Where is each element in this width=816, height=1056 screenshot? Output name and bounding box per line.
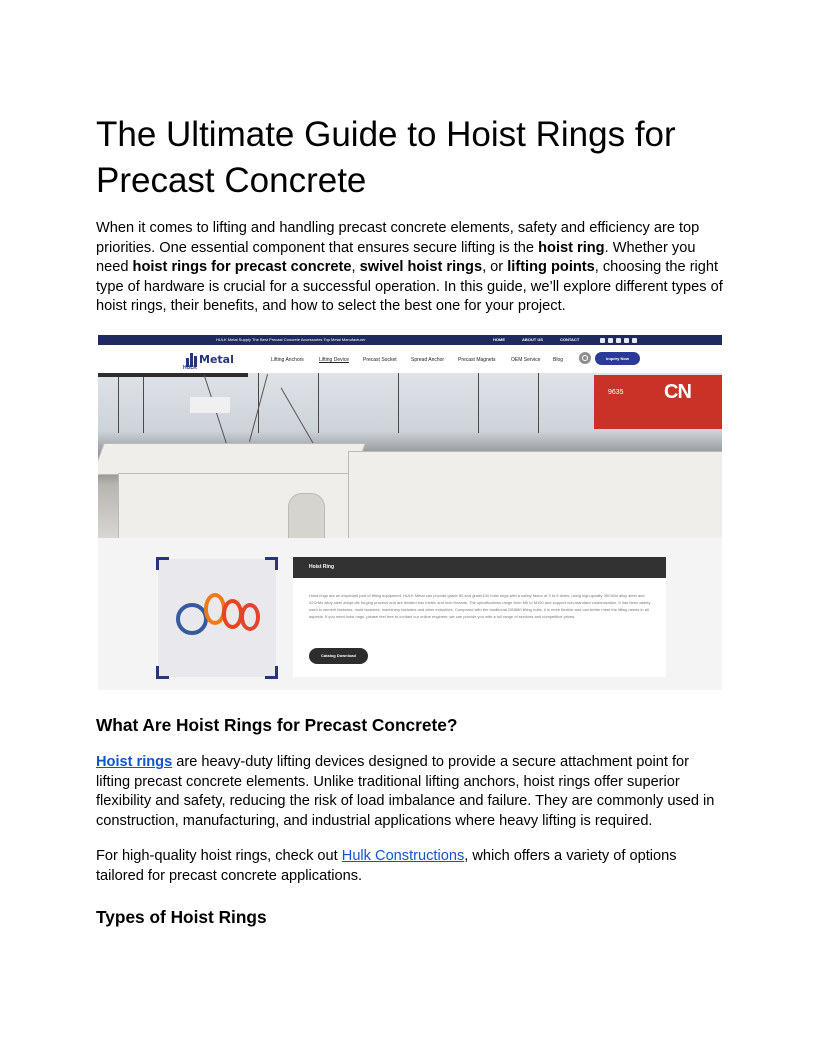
section1-p2-after: , which offers a variety of options tailored for precast concrete applications. [96, 848, 677, 884]
email-icon[interactable] [616, 338, 621, 343]
nav-item-lifting-device[interactable]: Lifting Device [319, 357, 350, 363]
search-icon[interactable] [579, 352, 591, 364]
locomotive [594, 375, 722, 429]
intro-text: , or [482, 259, 508, 275]
inquiry-button[interactable]: Inquiry Now [595, 352, 640, 365]
nav-item-lifting-anchors[interactable]: Lifting Anchors [271, 357, 304, 363]
product-card-header [293, 557, 666, 578]
site-topbar [98, 335, 722, 345]
hoist-ring-photo [158, 559, 276, 677]
page-title: The Ultimate Guide to Hoist Rings for Precast Concrete [96, 115, 676, 200]
section1-paragraph [96, 753, 724, 831]
topbar-slogan: HULK Metal Supply The Best Precast Concrete Accessories Top Metal Manufacturer [216, 337, 366, 342]
intro-text: , [351, 259, 360, 275]
intro-bold-term: swivel hoist rings [359, 259, 483, 275]
website-screenshot [98, 335, 722, 690]
intro-paragraph [96, 219, 724, 317]
nav-item-precast-socket[interactable]: Precast Socket [363, 357, 397, 363]
nav-item-oem-service[interactable]: OEM Service [511, 357, 541, 363]
section1-p2-before: For high-quality hoist rings, check out [96, 848, 342, 864]
logo-text: Metal [199, 353, 234, 366]
intro-text: , choosing the right type of hardware is crucial for a successful operation. In this guide, we’ll explore different types of hoist rings, their benefits, and how to select the best one for your project. [96, 259, 723, 314]
topbar-link-contact[interactable]: CONTACT [560, 337, 580, 342]
site-nav [98, 345, 722, 373]
section-heading-what-are-hoist-rings: What Are Hoist Rings for Precast Concrete? [96, 715, 458, 735]
train-logo: CN [664, 381, 691, 403]
logo-subtext: HULK [183, 365, 197, 371]
intro-text: When it comes to lifting and handling precast concrete elements, safety and efficiency are top priorities. One essential component that ensures secure lifting is the [96, 220, 700, 256]
train-number: 9635 [608, 389, 624, 396]
hero-photo [98, 373, 722, 538]
catalog-download-button[interactable]: Catalog Download [309, 648, 368, 664]
topbar-link-about[interactable]: ABOUT US [522, 337, 543, 342]
topbar-link-home[interactable]: HOME [493, 337, 505, 342]
youtube-icon[interactable] [632, 338, 637, 343]
product-card-description: Hoist rings are an important part of lifting equipment. HULK Metal can provide grade 80 and grade100 hoist rings with a safety factor of 3 to 5 times, using high-quality 35CrMo alloy steel and 42CrMo alloy steel adopt die forging process and are divided into metric and inch threads. The specifications range from M6 to M100 and support non-standard customization. It has been widely used in cement factories, mold factories, machinery factories and other industries. Compared with the traditional DIN580 lifting bolts, it is more flexible and can better meet the lifting needs in all aspects. If you need hoist rings, please feel free to contact our online engineer, we can provide you with a full range of services and competitive prices. [309, 593, 651, 619]
section-heading-types-of-hoist-rings: Types of Hoist Rings [96, 907, 267, 927]
section1-paragraph-2 [96, 847, 724, 886]
facebook-icon[interactable] [600, 338, 605, 343]
site-logo[interactable] [182, 349, 234, 371]
hoist-rings-link[interactable]: Hoist rings [96, 754, 173, 770]
nav-item-precast-magnets[interactable]: Precast Magnets [458, 357, 496, 363]
hulk-constructions-link[interactable]: Hulk Constructions [341, 848, 465, 864]
product-card-title: Hoist Ring [309, 564, 334, 570]
twitter-icon[interactable] [608, 338, 613, 343]
intro-text: . Whether you need [96, 239, 696, 275]
section1-text: are heavy-duty lifting devices designed to provide a secure attachment point for lifting precast concrete elements. Unlike traditional lifting anchors, hoist rings offer superior flexibility and safety, reducing the risk of load imbalance and failure. They are commonly used in construction, manufacturing, and industrial applications where heavy lifting is required. [96, 754, 715, 829]
intro-bold-term: hoist ring [538, 239, 605, 256]
product-card [293, 557, 666, 677]
intro-bold-term: hoist rings for precast concrete [132, 259, 352, 275]
nav-item-spread-anchor[interactable]: Spread Anchor [411, 357, 445, 363]
linkedin-icon[interactable] [624, 338, 629, 343]
truck [190, 397, 230, 413]
intro-bold-term: lifting points [507, 259, 595, 275]
nav-item-blog[interactable]: Blog [553, 357, 564, 363]
